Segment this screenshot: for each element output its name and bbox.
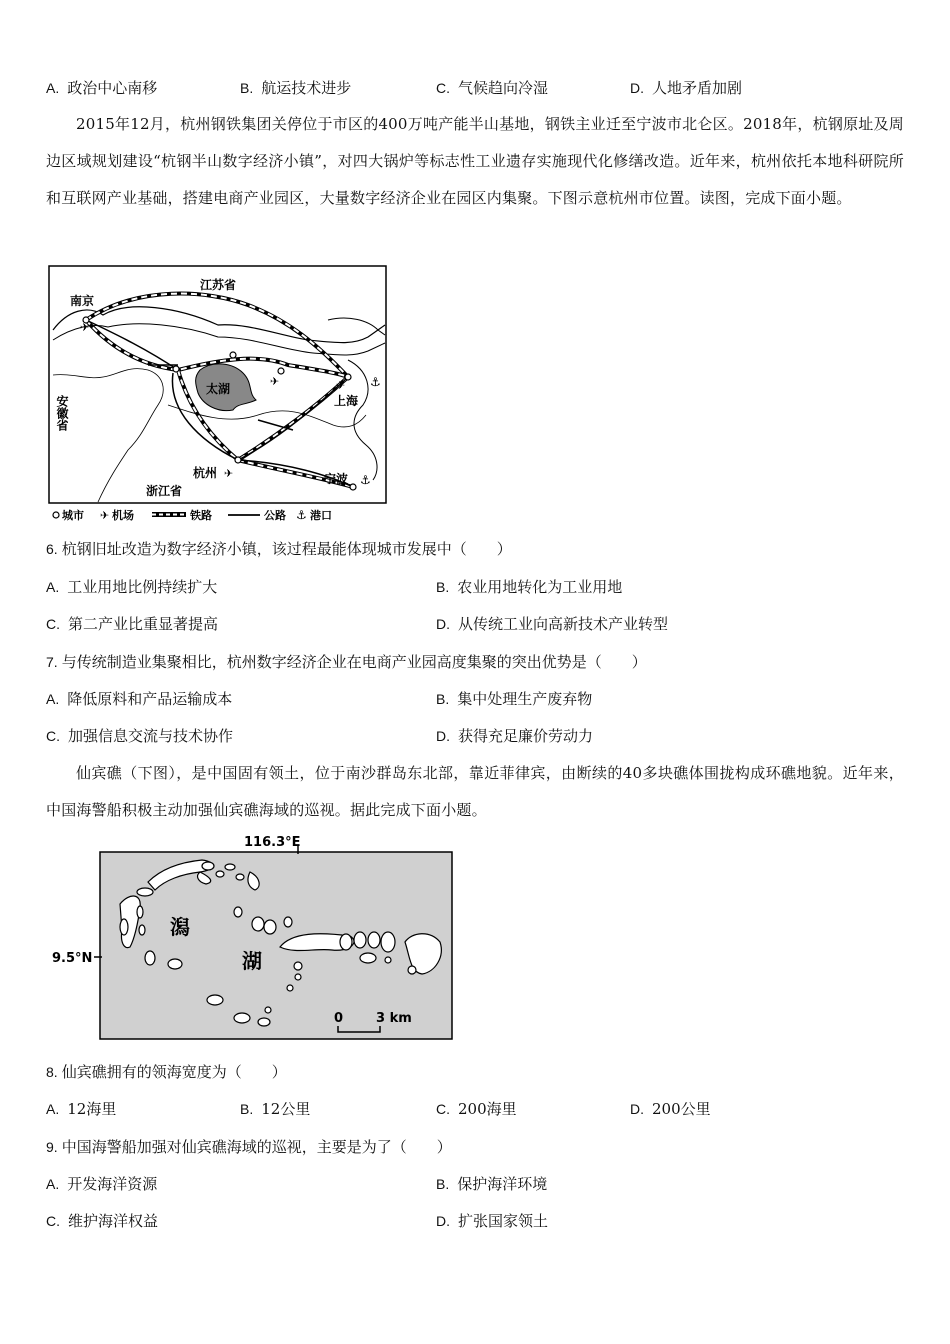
label-taihu: 太湖 <box>206 382 231 396</box>
airport-icon: ✈ <box>80 321 90 334</box>
svg-text:铁路: 铁路 <box>190 509 212 522</box>
prev-option-d: D. 人地矛盾加剧 <box>630 79 743 97</box>
lagoon-label-2: 湖 <box>242 949 262 973</box>
q9-option-a: A. 开发海洋资源 <box>46 1175 158 1193</box>
prev-option-b: B. 航运技术进步 <box>240 79 352 97</box>
q7-option-a: A. 降低原料和产品运输成本 <box>46 690 233 708</box>
svg-text:城市: 城市 <box>62 509 84 522</box>
q8-option-c: C. 200海里 <box>436 1100 517 1118</box>
label-jiangsu: 江苏省 <box>200 278 237 292</box>
q6-option-c: C. 第二产业比重显著提高 <box>46 615 219 633</box>
q7-option-d: D. 获得充足廉价劳动力 <box>436 727 594 745</box>
q8-option-d: D. 200公里 <box>630 1100 711 1118</box>
passage-xianbin-reef: 仙宾礁（下图），是中国固有领土，位于南沙群岛东北部，靠近菲律宾，由断续的40多块礁体围拢构成环礁地貌。近年来，中国海警船积极主动加强仙宾礁海域的巡视。据此完成下面小题。 <box>46 764 904 819</box>
q9-option-c: C. 维护海洋权益 <box>46 1212 159 1230</box>
airport-icon: ✈ <box>270 375 280 388</box>
airport-icon: ✈ <box>100 509 110 522</box>
map-legend <box>53 508 332 522</box>
label-shanghai: 上海 <box>334 394 359 408</box>
q6-option-b: B. 农业用地转化为工业用地 <box>436 578 623 596</box>
q6-stem: 6. 杭钢旧址改造为数字经济小镇，该过程最能体现城市发展中（ ） <box>46 540 512 558</box>
hangzhou-city <box>235 457 241 463</box>
q6-option-a: A. 工业用地比例持续扩大 <box>46 578 218 596</box>
shanghai-city <box>345 374 351 380</box>
label-anhui: 安徽省 <box>55 395 69 431</box>
prev-option-a: A. 政治中心南移 <box>46 79 158 97</box>
q7-option-b: B. 集中处理生产废弃物 <box>436 690 593 708</box>
xianbin-reef-map <box>50 832 495 1054</box>
q8-stem: 8. 仙宾礁拥有的领海宽度为（ ） <box>46 1063 287 1081</box>
airport-icon: ✈ <box>336 379 346 392</box>
q9-option-b: B. 保护海洋环境 <box>436 1175 548 1193</box>
q9-stem: 9. 中国海警船加强对仙宾礁海域的巡视，主要是为了（ ） <box>46 1138 452 1156</box>
city-icon <box>53 512 59 518</box>
q7-option-c: C. 加强信息交流与技术协作 <box>46 727 234 745</box>
label-nanjing: 南京 <box>70 294 95 308</box>
prev-option-c: C. 气候趋向冷湿 <box>436 79 549 97</box>
label-ningbo: 宁波 <box>324 472 349 486</box>
latitude-label: 9.5°N <box>52 951 93 966</box>
port-icon: ⚓ <box>360 473 371 487</box>
port-icon: ⚓ <box>296 508 307 522</box>
label-zhejiang: 浙江省 <box>146 484 183 498</box>
label-hangzhou: 杭州 <box>193 466 218 480</box>
port-icon: ⚓ <box>370 375 381 389</box>
q8-option-b: B. 12公里 <box>240 1100 311 1118</box>
passage-hangzhou: 2015年12月，杭州钢铁集团关停位于市区的400万吨产能半山基地，钢铁主业迁至宁波市北仑区。2018年，杭钢原址及周边区域规划建设“杭钢半山数字经济小镇”，对四大锅炉等标志性工业遗存实施现代化修缮改造。近年来，杭州依托本地科研院所和互联网产业基础，搭建电商产业园区，大量数字经济企业在园区内集聚。下图示意杭州市位置。读图，完成下面小题。 <box>46 115 904 207</box>
hangzhou-location-map <box>48 265 390 527</box>
longitude-label: 116.3°E <box>244 835 301 850</box>
svg-text:3 km: 3 km <box>376 1011 412 1026</box>
svg-text:0: 0 <box>334 1011 344 1026</box>
svg-text:港口: 港口 <box>310 509 332 522</box>
airport-icon: ✈ <box>224 467 234 480</box>
lagoon-label-1: 潟 <box>170 915 190 939</box>
q7-stem: 7. 与传统制造业集聚相比，杭州数字经济企业在电商产业园高度集聚的突出优势是（ ） <box>46 653 647 671</box>
svg-text:公路: 公路 <box>264 509 286 522</box>
q9-option-d: D. 扩张国家领土 <box>436 1212 549 1230</box>
svg-text:机场: 机场 <box>112 509 134 522</box>
q6-option-d: D. 从传统工业向高新技术产业转型 <box>436 615 669 633</box>
ningbo-city <box>350 484 356 490</box>
q8-option-a: A. 12海里 <box>46 1100 117 1118</box>
